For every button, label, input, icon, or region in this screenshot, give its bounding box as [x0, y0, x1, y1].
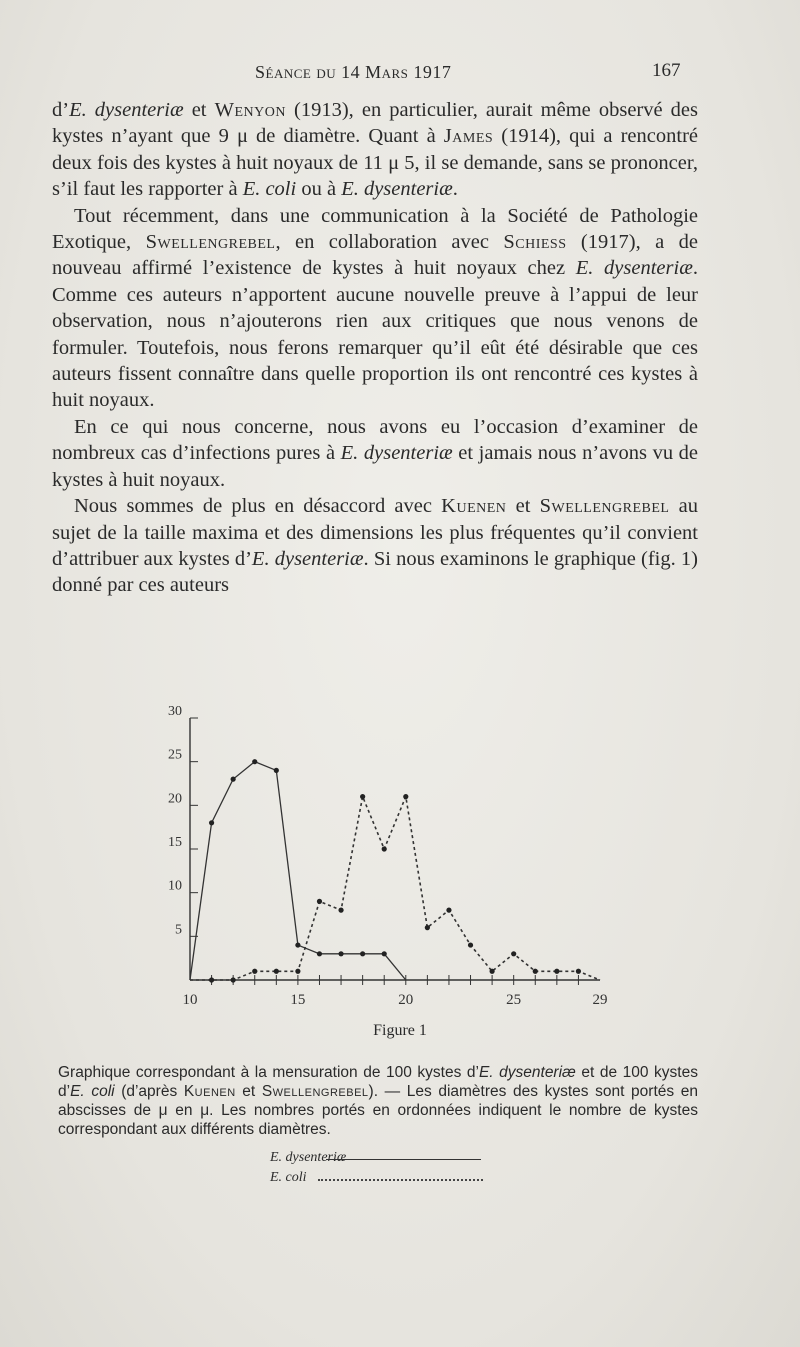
text-run: (d’après: [114, 1083, 184, 1100]
line-chart: [150, 700, 630, 1030]
species-name: E. dysenteriæ: [478, 1064, 576, 1081]
text-run: .: [452, 178, 458, 201]
data-point: [382, 846, 387, 851]
legend-label: E. dysenteriæ: [270, 1150, 347, 1165]
data-point: [382, 951, 387, 956]
author-name: Schiess: [503, 231, 567, 254]
text-run: (1914), qui a rencontré deux fois des kystes à huit noyaux de 11 μ 5, il se demande, sans se prononcer, s’il faut les rapporter à: [52, 125, 698, 201]
paragraph-3: [52, 414, 698, 493]
text-run: (1917), a de nouveau affirmé l’existence de kystes à huit noyaux chez: [52, 231, 698, 280]
data-point: [338, 908, 343, 913]
text-run: ou à: [296, 178, 342, 201]
species-name: E. coli: [242, 178, 297, 201]
y-tick-label: 25: [168, 747, 182, 763]
species-name: E. dysenteriæ: [69, 99, 184, 121]
data-point: [317, 951, 322, 956]
body-text: [52, 97, 698, 599]
series-line-coli: [190, 797, 600, 980]
running-head: Séance du 14 Mars 1917: [255, 62, 452, 82]
x-tick-label: 29: [592, 992, 608, 1008]
text-run: . Comme ces auteurs n’apportent aucune nouvelle preuve à l’appui de leur observation, nous n’ajouterons rien aux critiques que nous venons de formuler. Toutefois, nous ferons remarquer qu’il eût été désirable que ces auteurs fissent connaître dans quelle proportion ils ont rencontré ces kystes à huit noyaux.: [52, 257, 698, 412]
author-name: Swellengrebel: [145, 231, 276, 254]
data-point: [360, 794, 365, 799]
y-tick-label: 5: [175, 922, 182, 938]
data-point: [468, 942, 473, 947]
data-point: [209, 977, 214, 982]
text-run: Tout récemment, dans une communication à la Société de Pathologie Exotique,: [52, 204, 698, 254]
y-tick-label: 20: [168, 791, 182, 807]
caption-text: [58, 1063, 698, 1139]
species-name: E. dysenteriæ: [251, 547, 364, 570]
x-tick-label: 10: [182, 992, 198, 1008]
data-point: [274, 768, 279, 773]
text-run: ). — Les diamètres des kystes sont portés en abscisses de μ en μ. Les nombres portés en ordonnées indiquent le nombre de kystes correspondant aux différents diamètres.: [58, 1083, 698, 1138]
figure-legend: [270, 1150, 530, 1190]
author-name: Wenyon: [214, 99, 286, 121]
text-run: d’: [52, 99, 70, 121]
data-point: [425, 925, 430, 930]
species-name: E. coli: [70, 1083, 115, 1100]
author-name: Kuenen: [441, 495, 507, 518]
data-point: [554, 969, 559, 974]
text-run: et jamais nous n’avons vu de kystes à huit noyaux.: [52, 442, 698, 491]
data-point: [295, 969, 300, 974]
legend-row-dysenteriae: [270, 1150, 530, 1170]
author-name: Swellengrebel: [539, 495, 670, 518]
legend-dotted-line: [318, 1179, 483, 1181]
species-name: E. dysenteriæ: [340, 442, 453, 465]
data-point: [576, 969, 581, 974]
y-tick-label: 15: [168, 835, 182, 850]
species-name: E. dysenteriæ: [575, 257, 693, 280]
page-header: [0, 60, 800, 90]
text-run: et de 100 kystes d’: [58, 1064, 698, 1100]
page-number: 167: [652, 60, 681, 81]
x-tick-label: 20: [398, 992, 414, 1008]
text-run: au sujet de la taille maxima et des dimensions les plus fréquentes qu’il convient d’attribuer aux kystes d’: [52, 495, 698, 570]
data-point: [511, 951, 516, 956]
data-point: [231, 977, 236, 982]
text-run: Nous sommes de plus en désaccord avec: [74, 495, 442, 518]
paragraph-2: [52, 203, 698, 414]
text-run: et: [183, 99, 215, 121]
data-point: [252, 759, 257, 764]
data-point: [490, 969, 495, 974]
text-run: En ce qui nous concerne, nous avons eu l’occasion d’examiner de nombreux cas d’infections pures à: [52, 415, 698, 465]
legend-label: E. coli: [270, 1170, 307, 1185]
data-point: [338, 951, 343, 956]
text-run: et: [235, 1083, 262, 1100]
text-run: (1913), en particulier, aurait même observé des kystes n’ayant que 9 μ de diamètre. Quant à: [52, 99, 699, 148]
paragraph-4: [52, 493, 698, 599]
data-point: [403, 794, 408, 799]
figure-chart: [150, 700, 630, 1030]
y-tick-label: 30: [168, 704, 182, 719]
text-run: Graphique correspondant à la mensuration de 100 kystes d’: [58, 1064, 479, 1081]
author-name: James: [443, 125, 494, 148]
data-point: [533, 969, 538, 974]
paragraph-1: [52, 97, 698, 203]
figure-label: Figure 1: [373, 1022, 427, 1039]
data-point: [231, 777, 236, 782]
data-point: [295, 942, 300, 947]
data-point: [317, 899, 322, 904]
y-tick-label: 10: [168, 878, 182, 894]
data-point: [274, 969, 279, 974]
x-tick-label: 15: [290, 992, 306, 1008]
author-name: Swellengrebel: [261, 1083, 369, 1100]
figure-caption: [58, 1063, 698, 1139]
text-run: . Si nous examinons le graphique (fig. 1) donné par ces auteurs: [52, 547, 698, 597]
text-run: , en collaboration avec: [275, 231, 504, 254]
legend-row-coli: [270, 1170, 530, 1190]
text-run: et: [506, 495, 540, 518]
species-name: E. dysenteriæ: [341, 178, 453, 201]
author-name: Kuenen: [183, 1083, 236, 1100]
data-point: [360, 951, 365, 956]
data-point: [252, 969, 257, 974]
x-tick-label: 25: [506, 992, 522, 1008]
legend-solid-line: [326, 1159, 481, 1160]
data-point: [446, 908, 451, 913]
data-point: [209, 820, 214, 825]
